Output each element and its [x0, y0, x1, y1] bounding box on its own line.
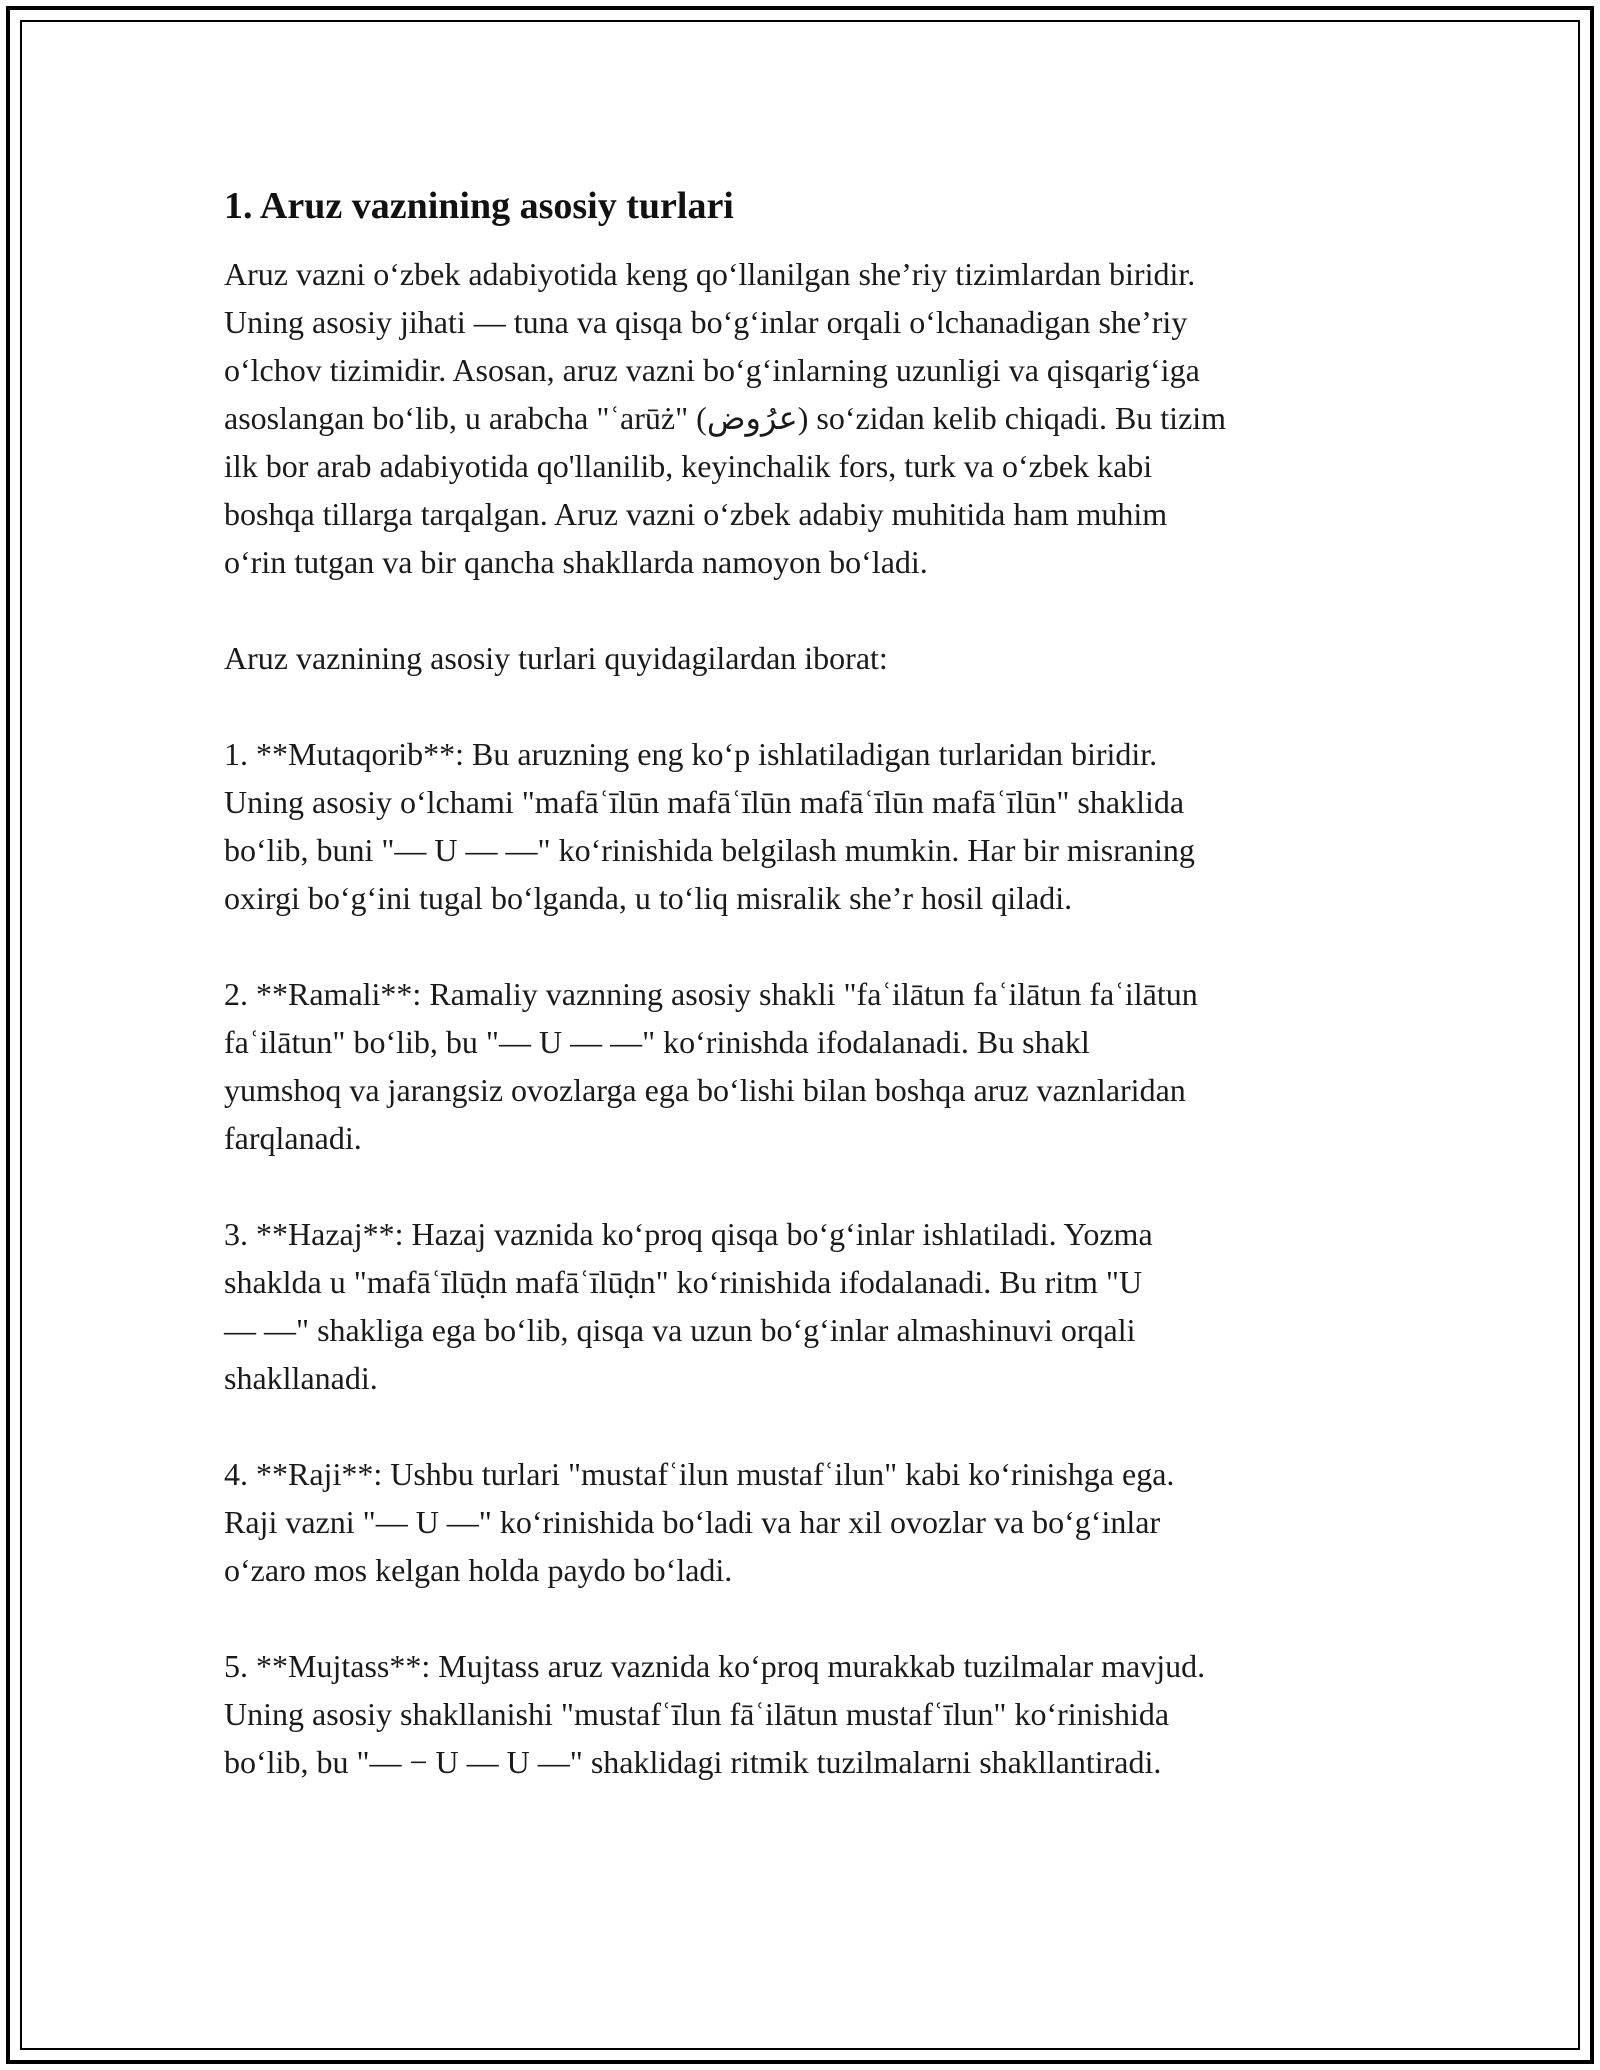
text-line: o‘rin tutgan va bir qancha shakllarda namoyon bo‘ladi.: [224, 544, 928, 580]
paragraph-mujtass: [224, 1642, 1384, 1786]
text-line: Aruz vazni o‘zbek adabiyotida keng qo‘llanilgan she’riy tizimlardan biridir.: [224, 256, 1196, 292]
paragraph-list-intro: [224, 634, 1384, 682]
document-body: [224, 182, 1384, 1834]
text-line: asoslangan bo‘lib, u arabcha "ʿarūż" (عرُوض) so‘zidan kelib chiqadi. Bu tizim: [224, 400, 1227, 436]
text-line: bo‘lib, bu "— − U — U —" shaklidagi ritmik tuzilmalarni shakllantiradi.: [224, 1744, 1162, 1780]
document-title: 1. Aruz vaznining asosiy turlari: [224, 185, 734, 227]
text-line: Raji vazni "— U —" ko‘rinishida bo‘ladi va har xil ovozlar va bo‘g‘inlar: [224, 1504, 1161, 1540]
paragraph-intro: [224, 250, 1384, 586]
text-line: 3. **Hazaj**: Hazaj vaznida ko‘proq qisqa bo‘g‘inlar ishlatiladi. Yozma: [224, 1216, 1153, 1252]
text-line: Uning asosiy o‘lchami "mafāʿīlūn mafāʿīlūn mafāʿīlūn mafāʿīlūn" shaklida: [224, 784, 1185, 820]
text-line: Uning asosiy jihati — tuna va qisqa bo‘g‘inlar orqali o‘lchanadigan she’riy: [224, 304, 1188, 340]
text-line: 2. **Ramali**: Ramaliy vaznning asosiy shakli "faʿilātun faʿilātun faʿilātun: [224, 976, 1198, 1012]
text-line: oxirgi bo‘g‘ini tugal bo‘lganda, u to‘liq misralik she’r hosil qiladi.: [224, 880, 1073, 916]
text-line: Aruz vaznining asosiy turlari quyidagilardan iborat:: [224, 640, 888, 676]
paragraph-ramali: [224, 970, 1384, 1162]
text-line: 1. **Mutaqorib**: Bu aruzning eng ko‘p ishlatiladigan turlaridan biridir.: [224, 736, 1158, 772]
text-line: boshqa tillarga tarqalgan. Aruz vazni o‘zbek adabiy muhitida ham muhim: [224, 496, 1168, 532]
text-line: o‘zaro mos kelgan holda paydo bo‘ladi.: [224, 1552, 733, 1588]
text-line: faʿilātun" bo‘lib, bu "— U — —" ko‘rinishda ifodalanadi. Bu shakl: [224, 1024, 1090, 1060]
paragraph-raji: [224, 1450, 1384, 1594]
text-line: 4. **Raji**: Ushbu turlari "mustafʿilun mustafʿilun" kabi ko‘rinishga ega.: [224, 1456, 1175, 1492]
text-line: yumshoq va jarangsiz ovozlarga ega bo‘lishi bilan boshqa aruz vaznlaridan: [224, 1072, 1186, 1108]
text-line: 5. **Mujtass**: Mujtass aruz vaznida ko‘proq murakkab tuzilmalar mavjud.: [224, 1648, 1206, 1684]
text-line: — —" shakliga ega bo‘lib, qisqa va uzun bo‘g‘inlar almashinuvi orqali: [224, 1312, 1136, 1348]
text-line: shaklda u "mafāʿīlūḍn mafāʿīlūḍn" ko‘rinishida ifodalanadi. Bu ritm "U: [224, 1264, 1143, 1300]
paragraph-hazaj: [224, 1210, 1384, 1402]
text-line: o‘lchov tizimidir. Asosan, aruz vazni bo‘g‘inlarning uzunligi va qisqarig‘iga: [224, 352, 1200, 388]
text-line: bo‘lib, buni "— U — —" ko‘rinishida belgilash mumkin. Har bir misraning: [224, 832, 1195, 868]
text-line: Uning asosiy shakllanishi "mustafʿīlun fāʿilātun mustafʿīlun" ko‘rinishida: [224, 1696, 1170, 1732]
text-line: farqlanadi.: [224, 1120, 362, 1156]
text-line: ilk bor arab adabiyotida qo'llanilib, keyinchalik fors, turk va o‘zbek kabi: [224, 448, 1153, 484]
text-line: shakllanadi.: [224, 1360, 378, 1396]
paragraph-mutaqorib: [224, 730, 1384, 922]
